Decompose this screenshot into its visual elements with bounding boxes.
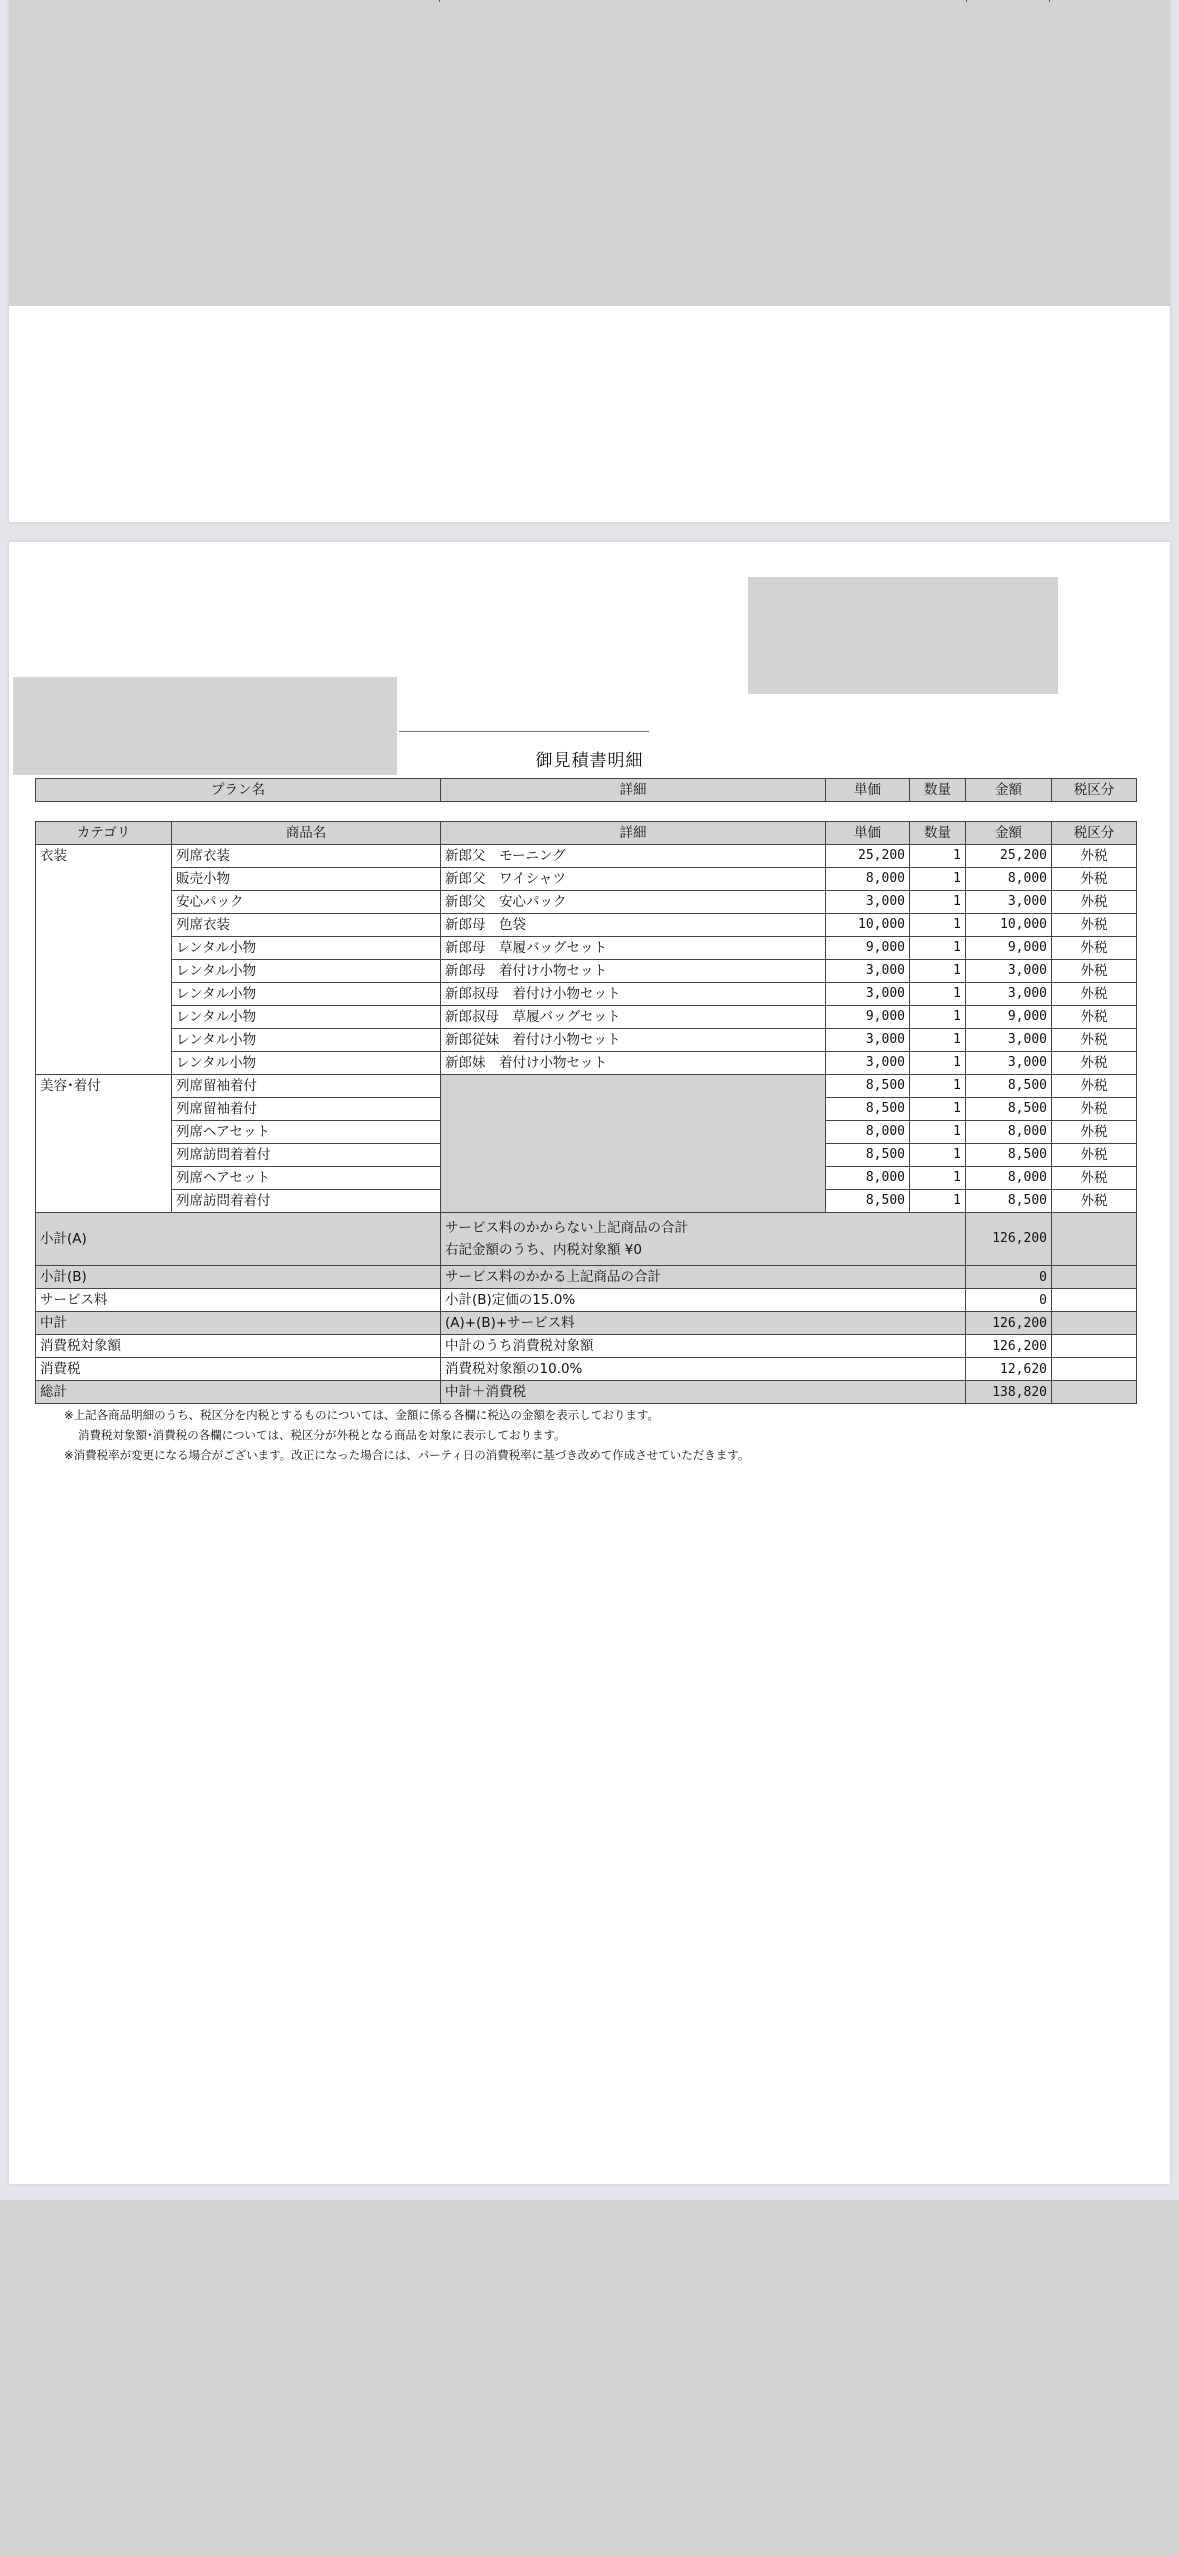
tax-type: 外税 — [1052, 1098, 1137, 1121]
product-name: 列席訪問着着付 — [172, 1190, 441, 1213]
quantity: 1 — [910, 1121, 966, 1144]
product-name: 列席留袖着付 — [172, 1098, 441, 1121]
quantity: 1 — [910, 1006, 966, 1029]
subtotal-a-detail-line2: 右記金額のうち、内税対象額 ¥0 — [445, 1242, 642, 1258]
product-name: レンタル小物 — [172, 1006, 441, 1029]
unit-price: 3,000 — [826, 960, 910, 983]
taxable-amount: 126,200 — [966, 1335, 1052, 1358]
plan-quantity-header: 数量 — [910, 779, 966, 802]
table-row — [36, 914, 1137, 937]
unit-price: 3,000 — [826, 1052, 910, 1075]
item-detail: 新郎母 着付け小物セット — [441, 960, 826, 983]
tax-label: 消費税 — [36, 1358, 441, 1381]
taxable-detail: 中計のうち消費税対象額 — [441, 1335, 966, 1358]
tax-type: 外税 — [1052, 960, 1137, 983]
tax-type: 外税 — [1052, 914, 1137, 937]
quantity: 1 — [910, 891, 966, 914]
table-row — [36, 983, 1137, 1006]
table-row — [36, 937, 1137, 960]
redacted-region — [9, 0, 1170, 306]
footnote: ※消費税率が変更になる場合がございます。改正になった場合には、パーティ日の消費税率に基づき改めて作成させていただきます。 — [64, 1448, 750, 1462]
subtotal-a-amount: 126,200 — [966, 1213, 1052, 1266]
quantity: 1 — [910, 868, 966, 891]
quantity: 1 — [910, 845, 966, 868]
tax-type: 外税 — [1052, 845, 1137, 868]
amount: 8,500 — [966, 1144, 1052, 1167]
tax-type: 外税 — [1052, 1029, 1137, 1052]
unit-price: 9,000 — [826, 1006, 910, 1029]
subtotal-a-label: 小計(A) — [36, 1213, 441, 1266]
plan-table — [35, 778, 1137, 802]
quantity: 1 — [910, 1167, 966, 1190]
item-detail: 新郎母 色袋 — [441, 914, 826, 937]
plan-tax-type-header: 税区分 — [1052, 779, 1137, 802]
amount: 8,000 — [966, 1121, 1052, 1144]
tax-type: 外税 — [1052, 983, 1137, 1006]
product-name: 列席衣装 — [172, 914, 441, 937]
unit-price: 8,500 — [826, 1144, 910, 1167]
tax-type: 外税 — [1052, 1167, 1137, 1190]
plan-name-header: プラン名 — [36, 779, 441, 802]
amount: 3,000 — [966, 1052, 1052, 1075]
unit-price: 3,000 — [826, 1029, 910, 1052]
tax-type: 外税 — [1052, 937, 1137, 960]
subtotal-b-label: 小計(B) — [36, 1266, 441, 1289]
midtotal-detail: (A)+(B)+サービス料 — [441, 1312, 966, 1335]
title-rule — [399, 731, 649, 732]
unit-price: 8,000 — [826, 1167, 910, 1190]
items-table — [35, 821, 1137, 1404]
page-edge-mark — [966, 0, 967, 2]
empty-cell — [1052, 1312, 1137, 1335]
tax-type: 外税 — [1052, 1075, 1137, 1098]
midtotal-label: 中計 — [36, 1312, 441, 1335]
unit-price: 8,000 — [826, 1121, 910, 1144]
item-detail: 新郎母 草履バッグセット — [441, 937, 826, 960]
unit-price: 25,200 — [826, 845, 910, 868]
amount: 8,000 — [966, 868, 1052, 891]
table-row — [36, 868, 1137, 891]
tax-row — [36, 1358, 1137, 1381]
amount: 8,000 — [966, 1167, 1052, 1190]
tax-type: 外税 — [1052, 1052, 1137, 1075]
quantity: 1 — [910, 1098, 966, 1121]
empty-cell — [1052, 1381, 1137, 1404]
product-name: レンタル小物 — [172, 937, 441, 960]
product-name-header: 商品名 — [172, 822, 441, 845]
product-name: 列席訪問着着付 — [172, 1144, 441, 1167]
item-detail: 新郎従妹 着付け小物セット — [441, 1029, 826, 1052]
plan-amount-header: 金額 — [966, 779, 1052, 802]
product-name: 安心パック — [172, 891, 441, 914]
unit-price: 8,500 — [826, 1098, 910, 1121]
tax-type: 外税 — [1052, 1006, 1137, 1029]
subtotal-b-amount: 0 — [966, 1266, 1052, 1289]
subtotal-b-row — [36, 1266, 1137, 1289]
table-row — [36, 1052, 1137, 1075]
tax-type: 外税 — [1052, 1144, 1137, 1167]
unit-price: 9,000 — [826, 937, 910, 960]
plan-unit-price-header: 単価 — [826, 779, 910, 802]
unit-price: 8,500 — [826, 1190, 910, 1213]
document-title: 御見積書明細 — [535, 751, 644, 771]
table-row — [36, 1075, 1137, 1098]
quantity: 1 — [910, 937, 966, 960]
document-page-1 — [9, 0, 1170, 522]
detail-header: 詳細 — [441, 822, 826, 845]
redacted-region — [748, 577, 1058, 694]
empty-cell — [1052, 1335, 1137, 1358]
service-fee-row — [36, 1289, 1137, 1312]
amount: 8,500 — [966, 1098, 1052, 1121]
category-cell: 美容･着付 — [36, 1075, 172, 1213]
document-page-2 — [9, 542, 1170, 2184]
product-name: レンタル小物 — [172, 983, 441, 1006]
footnote: ※上記各商品明細のうち、税区分を内税とするものについては、金額に係る各欄に税込の金額を表示しております。 — [64, 1408, 659, 1422]
amount: 9,000 — [966, 1006, 1052, 1029]
product-name: 列席衣装 — [172, 845, 441, 868]
quantity-header: 数量 — [910, 822, 966, 845]
empty-cell — [1052, 1358, 1137, 1381]
total-detail: 中計＋消費税 — [441, 1381, 966, 1404]
quantity: 1 — [910, 1052, 966, 1075]
page-edge-mark — [439, 0, 440, 2]
product-name: レンタル小物 — [172, 1029, 441, 1052]
item-detail: 新郎父 ワイシャツ — [441, 868, 826, 891]
unit-price: 8,000 — [826, 868, 910, 891]
category-header: カテゴリ — [36, 822, 172, 845]
subtotal-a-row — [36, 1213, 1137, 1266]
category-cell: 衣装 — [36, 845, 172, 1075]
tax-type: 外税 — [1052, 891, 1137, 914]
amount: 3,000 — [966, 983, 1052, 1006]
tax-type: 外税 — [1052, 1121, 1137, 1144]
service-fee-label: サービス料 — [36, 1289, 441, 1312]
unit-price: 3,000 — [826, 983, 910, 1006]
subtotal-b-detail: サービス料のかかる上記商品の合計 — [441, 1266, 966, 1289]
total-row — [36, 1381, 1137, 1404]
product-name: レンタル小物 — [172, 1052, 441, 1075]
amount: 8,500 — [966, 1190, 1052, 1213]
amount: 25,200 — [966, 845, 1052, 868]
amount: 3,000 — [966, 960, 1052, 983]
item-detail: 新郎叔母 草履バッグセット — [441, 1006, 826, 1029]
quantity: 1 — [910, 914, 966, 937]
product-name: レンタル小物 — [172, 960, 441, 983]
quantity: 1 — [910, 1190, 966, 1213]
redacted-page-3 — [0, 2200, 1179, 2556]
taxable-label: 消費税対象額 — [36, 1335, 441, 1358]
table-row — [36, 1006, 1137, 1029]
total-label: 総計 — [36, 1381, 441, 1404]
quantity: 1 — [910, 1029, 966, 1052]
table-row — [36, 960, 1137, 983]
product-name: 列席ヘアセット — [172, 1167, 441, 1190]
quantity: 1 — [910, 1144, 966, 1167]
tax-detail: 消費税対象額の10.0% — [441, 1358, 966, 1381]
redacted-detail-cell — [441, 1075, 826, 1213]
plan-detail-header: 詳細 — [441, 779, 826, 802]
footnotes — [64, 1405, 749, 1465]
amount: 9,000 — [966, 937, 1052, 960]
unit-price: 10,000 — [826, 914, 910, 937]
quantity: 1 — [910, 960, 966, 983]
midtotal-amount: 126,200 — [966, 1312, 1052, 1335]
tax-type: 外税 — [1052, 868, 1137, 891]
quantity: 1 — [910, 1075, 966, 1098]
service-fee-detail: 小計(B)定価の15.0% — [441, 1289, 966, 1312]
subtotal-a-detail — [441, 1213, 966, 1266]
table-row — [36, 1029, 1137, 1052]
amount: 10,000 — [966, 914, 1052, 937]
quantity: 1 — [910, 983, 966, 1006]
amount-header: 金額 — [966, 822, 1052, 845]
service-fee-amount: 0 — [966, 1289, 1052, 1312]
total-amount: 138,820 — [966, 1381, 1052, 1404]
footnote: 消費税対象額･消費税の各欄については、税区分が外税となる商品を対象に表示しております。 — [78, 1428, 566, 1442]
product-name: 列席ヘアセット — [172, 1121, 441, 1144]
table-row — [36, 891, 1137, 914]
tax-type: 外税 — [1052, 1190, 1137, 1213]
subtotal-a-detail-line1: サービス料のかからない上記商品の合計 — [445, 1220, 688, 1236]
unit-price: 8,500 — [826, 1075, 910, 1098]
unit-price-header: 単価 — [826, 822, 910, 845]
tax-type-header: 税区分 — [1052, 822, 1137, 845]
midtotal-row — [36, 1312, 1137, 1335]
item-detail: 新郎妹 着付け小物セット — [441, 1052, 826, 1075]
empty-cell — [1052, 1289, 1137, 1312]
table-row — [36, 845, 1137, 868]
item-detail: 新郎父 モーニング — [441, 845, 826, 868]
tax-amount: 12,620 — [966, 1358, 1052, 1381]
page-edge-mark — [1049, 0, 1050, 2]
empty-cell — [1052, 1266, 1137, 1289]
amount: 3,000 — [966, 1029, 1052, 1052]
product-name: 販売小物 — [172, 868, 441, 891]
taxable-row — [36, 1335, 1137, 1358]
item-detail: 新郎叔母 着付け小物セット — [441, 983, 826, 1006]
empty-cell — [1052, 1213, 1137, 1266]
amount: 8,500 — [966, 1075, 1052, 1098]
product-name: 列席留袖着付 — [172, 1075, 441, 1098]
unit-price: 3,000 — [826, 891, 910, 914]
item-detail: 新郎父 安心パック — [441, 891, 826, 914]
amount: 3,000 — [966, 891, 1052, 914]
